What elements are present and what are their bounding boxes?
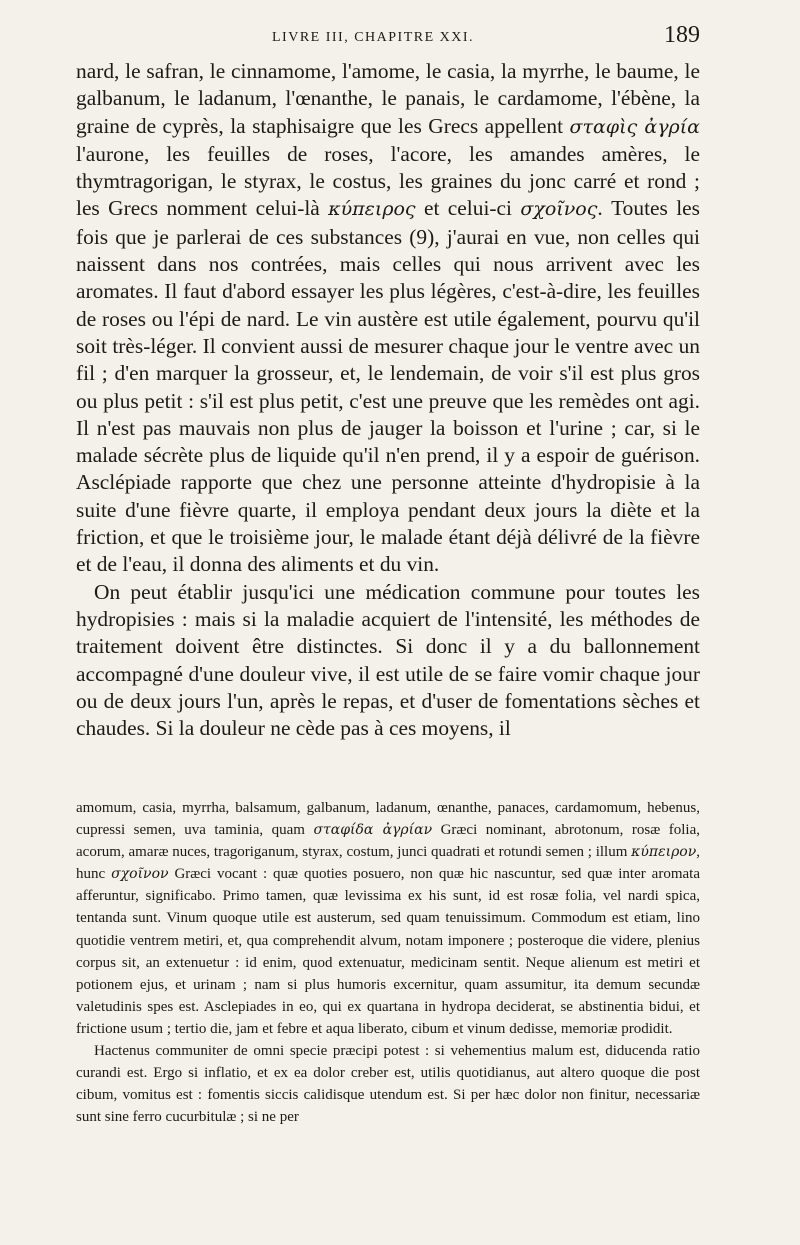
greek-term: σχοῖνον: [111, 866, 169, 883]
greek-term: σταφὶς ἀγρία: [569, 115, 700, 138]
latin-text: [76, 797, 700, 1128]
french-paragraph-2: On peut établir jusqu'ici une médication commune pour toutes les hydropisies : mais si la maladie acquiert de l'intensité, les méthodes de traitement doivent être distinctes. Si donc il y a du ballonnement accompagné d'une douleur vive, il est utile de se faire vomir chaque jour ou de deux jours l'un, après le repas, et d'user de fomentations sèches et chaudes. Si la douleur ne cède pas à ces moyens, il: [76, 579, 700, 741]
latin-paragraph-2: Hactenus communiter de omni specie præcipi potest : si vehementius malum est, diducenda ratio curandi est. Ergo si inflatio, et ex ea dolor creber est, utilis quotidianus, aut altero quoque die post cibum, vomitus est : fomentis siccis calidisque utendum est. Si per hæc dolor non finitur, necessariæ sunt sine ferro cucurbitulæ ; si ne per: [76, 1043, 700, 1126]
greek-term: σταφίδα ἀγρίαν: [313, 822, 433, 839]
latin-paragraph-1: amomum, casia, myrrha, balsamum, galbanum, ladanum, œnanthe, panaces, cardamomum, hebenus, cupressi semen, uva taminia, quam σταφίδα ἀγρίαν Græci nominant, abrotonum, rosæ folia, acorum, amaræ nuces, tragoriganum, styrax, costum, junci quadrati et rotundi semen ; illum κύπειρον, hunc σχοῖνον Græci vocant : quæ quoties posuero, non quæ hic nascuntur, sed quæ inter aromata afferuntur, significabo. Primo tamen, quæ levissima ex his sunt, id est rosæ folia, vel nardi spica, tentanda sunt. Vinum quoque utile est austerum, sed quam tenuissimum. Commodum est etiam, lino quotidie ventrem metiri, et, qua comprehendit alvum, notam imponere ; posteroque die videre, plenius corpus sit, an extenuetur : id enim, quod extenuatur, medicinam sentit. Neque alienum est metiri et potionem ejus, et urinam ; nam si plus humoris excernitur, quam assumitur, ita demum secundæ valetudinis spes est. Asclepiades in eo, qui ex quartana in hydropa deciderat, se abstinentia bidui, et frictione usum ; tertio die, jam et febre et aqua liberato, cibum et vinum dedisse, memoriæ prodidit.: [76, 800, 700, 1037]
page-number: 189: [664, 22, 700, 48]
chapter-heading: LIVRE III, CHAPITRE XXI.: [272, 30, 475, 45]
french-paragraph-1: nard, le safran, le cinnamome, l'amome, le casia, la myrrhe, le baume, le galbanum, le ladanum, l'œnanthe, le panais, le cardamome, l'ébène, la graine de cyprès, la staphisaigre que les Grecs appellent σταφὶς ἀγρία l'aurone, les feuilles de roses, l'acore, les amandes amères, le thymtragorigan, le styrax, le costus, les graines du jonc carré et rond ; les Grecs nomment celui-là κύπειρος et celui-ci σχοῖνος. Toutes les fois que je parlerai de ces substances (9), j'aurai en vue, non celles qui naissent dans nos contrées, mais celles qui nous arrivent avec les aromates. Il faut d'abord essayer les plus légères, c'est-à-dire, les feuilles de roses ou l'épi de nard. Le vin austère est utile également, pourvu qu'il soit très-léger. Il convient aussi de mesurer chaque jour le ventre avec un fil ; d'en marquer la grosseur, et, le lendemain, de voir s'il est plus gros ou plus petit : s'il est plus petit, c'est une preuve que les remèdes ont agi. Il n'est pas mauvais non plus de jauger la boisson et l'urine ; car, si le malade sécrète plus de liquide qu'il n'en prend, il y a espoir de guérison. Asclépiade rapporte que chez une personne atteinte d'hydropisie à la suite d'une fièvre quarte, il employa pendant deux jours la diète et la friction, et que le troisième jour, le malade étant déjà délivré de la fièvre et de l'eau, il donna des aliments et du vin.: [76, 59, 700, 577]
greek-term: κύπειρον: [631, 844, 697, 861]
running-header: [76, 22, 700, 52]
french-text: [76, 58, 700, 742]
greek-term: κύπειρος: [328, 198, 416, 221]
greek-term: σχοῖνος: [520, 198, 598, 221]
